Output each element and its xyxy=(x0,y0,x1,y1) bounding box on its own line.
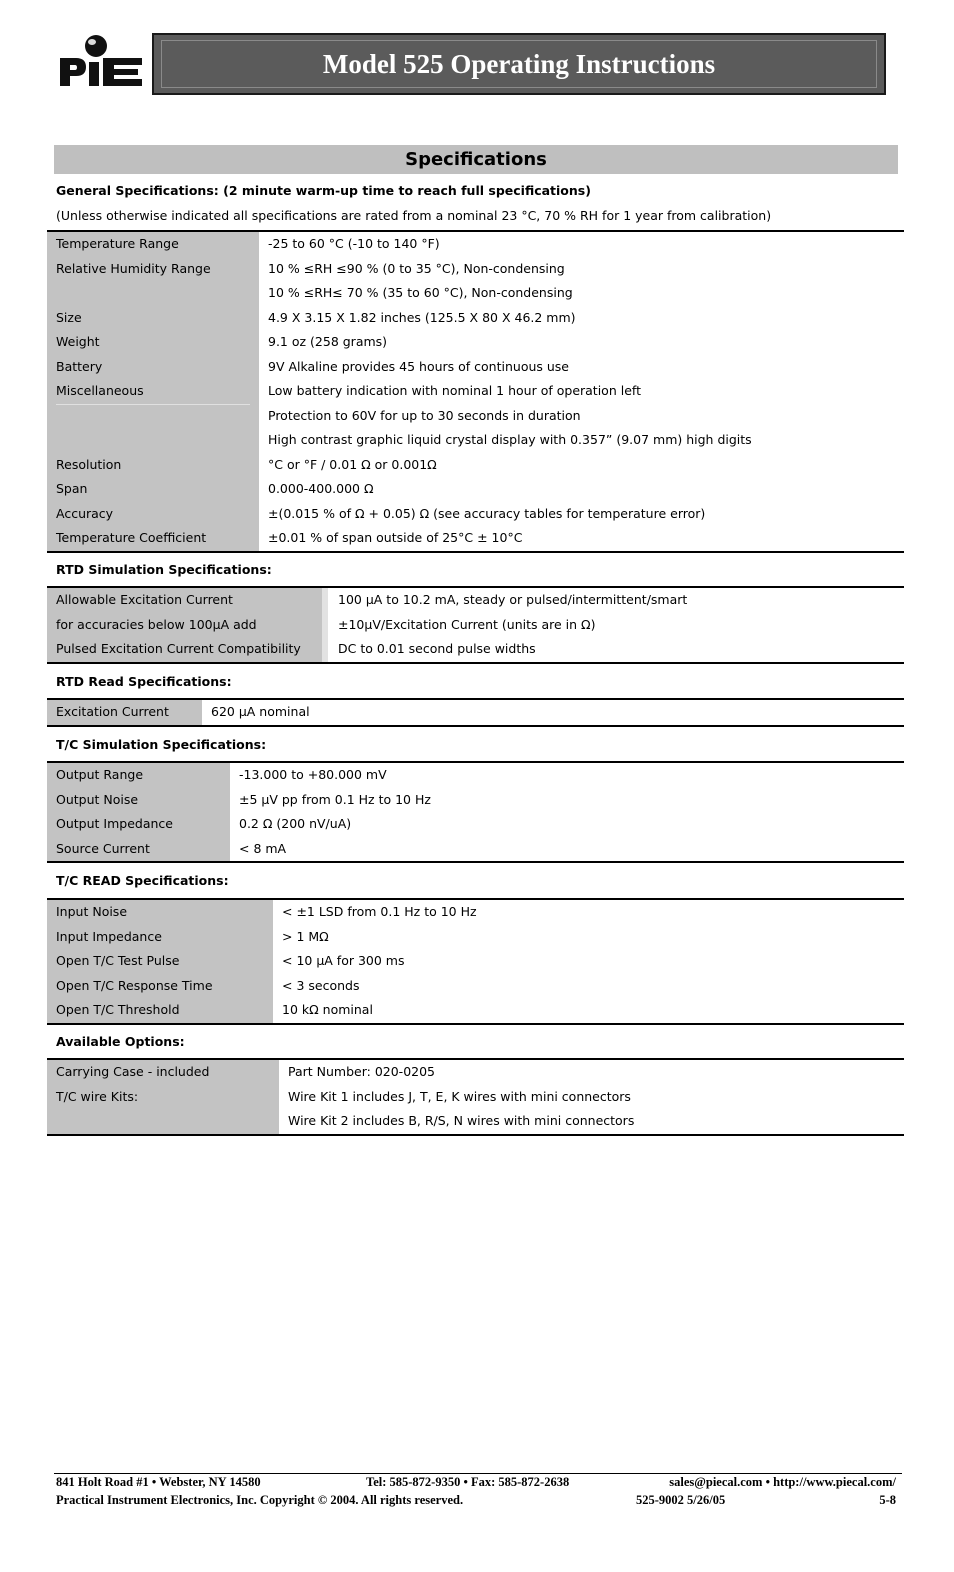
spec-row xyxy=(47,700,904,725)
spec-label: Carrying Case - included xyxy=(56,1064,210,1079)
spec-value: 9.1 oz (258 grams) xyxy=(268,334,388,349)
spec-row xyxy=(47,453,904,478)
tc-sim-table xyxy=(47,761,904,863)
spec-value: 100 μA to 10.2 mA, steady or pulsed/intermittent/smart xyxy=(338,592,688,607)
section-title: Specifications xyxy=(54,145,898,174)
spec-row xyxy=(47,925,904,950)
spec-label: Pulsed Excitation Current Compatibility xyxy=(56,641,301,656)
tc-read-heading: T/C READ Specifications: xyxy=(56,873,229,888)
spec-label xyxy=(47,404,259,429)
spec-row xyxy=(47,900,904,925)
title-bar xyxy=(152,33,886,95)
spec-value: -25 to 60 °C (-10 to 140 °F) xyxy=(268,236,440,251)
footer-rule xyxy=(54,1473,902,1474)
spec-label xyxy=(47,428,259,453)
spec-value: DC to 0.01 second pulse widths xyxy=(338,641,536,656)
spec-label: Input Impedance xyxy=(56,928,162,944)
page-title: Model 525 Operating Instructions xyxy=(322,48,716,79)
footer-page-number: 5-8 xyxy=(879,1493,896,1507)
footer-web: sales@piecal.com • http://www.piecal.com/ xyxy=(669,1475,896,1489)
spec-value: Part Number: 020-0205 xyxy=(288,1064,436,1079)
spec-label: Relative Humidity Range xyxy=(56,260,211,276)
spec-row xyxy=(47,1109,904,1134)
spec-row xyxy=(47,404,904,429)
footer-doc-number: 525-9002 5/26/05 xyxy=(636,1493,726,1507)
spec-label: Allowable Excitation Current xyxy=(56,592,233,607)
spec-label: Accuracy xyxy=(56,505,114,521)
spec-value: 10 kΩ nominal xyxy=(282,1002,373,1017)
spec-row xyxy=(47,763,904,788)
spec-label: Battery xyxy=(56,358,103,374)
pie-logo xyxy=(58,34,144,92)
spec-value: < 8 mA xyxy=(239,840,287,856)
general-specs-heading: General Specifications: (2 minute warm-up time to reach full specifications) xyxy=(56,183,591,198)
spec-value: 9V Alkaline provides 45 hours of continuous use xyxy=(268,358,570,374)
spec-label xyxy=(47,281,259,306)
spec-value: < ±1 LSD from 0.1 Hz to 10 Hz xyxy=(282,904,477,919)
spec-row xyxy=(47,257,904,282)
rtd-sim-heading: RTD Simulation Specifications: xyxy=(56,562,272,577)
spec-row xyxy=(47,502,904,527)
spec-row xyxy=(47,949,904,974)
spec-value: < 3 seconds xyxy=(282,977,360,993)
spec-row xyxy=(47,355,904,380)
spec-value: -13.000 to +80.000 mV xyxy=(239,767,387,782)
spec-value: 0.000-400.000 Ω xyxy=(268,481,374,496)
spec-value: 4.9 X 3.15 X 1.82 inches (125.5 X 80 X 46.2 mm) xyxy=(268,309,576,325)
spec-value: 10 % ≤RH≤ 70 % (35 to 60 °C), Non-condensing xyxy=(268,285,573,300)
footer-phone: Tel: 585-872-9350 • Fax: 585-872-2638 xyxy=(366,1475,570,1489)
tc-sim-heading: T/C Simulation Specifications: xyxy=(56,737,267,752)
spec-value: 0.2 Ω (200 nV/uA) xyxy=(239,816,352,831)
spec-row xyxy=(47,477,904,502)
spec-label: Output Impedance xyxy=(56,816,173,831)
spec-value: High contrast graphic liquid crystal display with 0.357” (9.07 mm) high digits xyxy=(268,432,752,447)
spec-label: T/C wire Kits: xyxy=(56,1088,139,1104)
footer-company: Practical Instrument Electronics, Inc. Copyright © 2004. All rights reserved. xyxy=(56,1493,464,1507)
spec-label: Input Noise xyxy=(56,904,128,919)
spec-value: > 1 MΩ xyxy=(282,928,329,944)
spec-value: ±(0.015 % of Ω + 0.05) Ω (see accuracy tables for temperature error) xyxy=(268,505,706,521)
spec-row xyxy=(47,588,904,613)
spec-value: 10 % ≤RH ≤90 % (0 to 35 °C), Non-condensing xyxy=(268,260,565,276)
spec-label: Temperature Coefficient xyxy=(56,530,207,545)
spec-label: Output Noise xyxy=(56,791,139,807)
spec-row xyxy=(47,788,904,813)
footer-address: 841 Holt Road #1 • Webster, NY 14580 xyxy=(56,1475,261,1489)
spec-label: Span xyxy=(56,481,88,496)
row-separator xyxy=(56,404,250,405)
rtd-read-heading: RTD Read Specifications: xyxy=(56,674,232,689)
spec-row xyxy=(47,1060,904,1085)
spec-row xyxy=(47,281,904,306)
spec-value: ±10μV/Excitation Current (units are in Ω) xyxy=(338,616,596,632)
spec-row xyxy=(47,974,904,999)
spec-label: Output Range xyxy=(56,767,144,782)
spec-row xyxy=(47,232,904,257)
spec-value: 620 μA nominal xyxy=(211,704,310,719)
spec-row xyxy=(47,330,904,355)
tc-read-table xyxy=(47,898,904,1025)
spec-row xyxy=(47,379,904,404)
spec-row xyxy=(47,1085,904,1110)
spec-value: ±0.01 % of span outside of 25°C ± 10°C xyxy=(268,530,523,545)
spec-row xyxy=(47,637,904,662)
spec-value: Wire Kit 1 includes J, T, E, K wires with mini connectors xyxy=(288,1088,631,1104)
spec-value: ±5 μV pp from 0.1 Hz to 10 Hz xyxy=(239,791,431,807)
spec-value: Low battery indication with nominal 1 hour of operation left xyxy=(268,383,641,398)
spec-value: < 10 μA for 300 ms xyxy=(282,953,405,968)
spec-label xyxy=(47,1109,279,1134)
spec-label: Weight xyxy=(56,334,100,349)
general-specs-note: (Unless otherwise indicated all specifications are rated from a nominal 23 °C, 70 % RH for 1 year from calibration) xyxy=(56,208,772,223)
spec-label: Resolution xyxy=(56,456,122,472)
spec-label: Excitation Current xyxy=(56,704,169,719)
spec-label: Source Current xyxy=(56,840,150,856)
spec-row xyxy=(47,837,904,862)
options-table xyxy=(47,1058,904,1136)
spec-row xyxy=(47,613,904,638)
rtd-read-table xyxy=(47,698,904,727)
rtd-sim-table xyxy=(47,586,904,664)
spec-value: Wire Kit 2 includes B, R/S, N wires with mini connectors xyxy=(288,1113,635,1128)
general-specs-table xyxy=(47,230,904,553)
spec-row xyxy=(47,306,904,331)
spec-label: Open T/C Response Time xyxy=(56,977,213,993)
spec-row xyxy=(47,526,904,551)
spec-value: °C or °F / 0.01 Ω or 0.001Ω xyxy=(268,456,437,472)
spec-label: Open T/C Threshold xyxy=(56,1002,180,1017)
spec-value: Protection to 60V for up to 30 seconds in duration xyxy=(268,407,581,423)
options-heading: Available Options: xyxy=(56,1034,185,1049)
spec-label: Miscellaneous xyxy=(56,383,144,398)
spec-row xyxy=(47,998,904,1023)
spec-label: Temperature Range xyxy=(56,236,179,251)
spec-row xyxy=(47,428,904,453)
spec-label: Open T/C Test Pulse xyxy=(56,953,180,968)
spec-label: for accuracies below 100μA add xyxy=(56,616,257,632)
spec-row xyxy=(47,812,904,837)
spec-label: Size xyxy=(56,309,82,325)
